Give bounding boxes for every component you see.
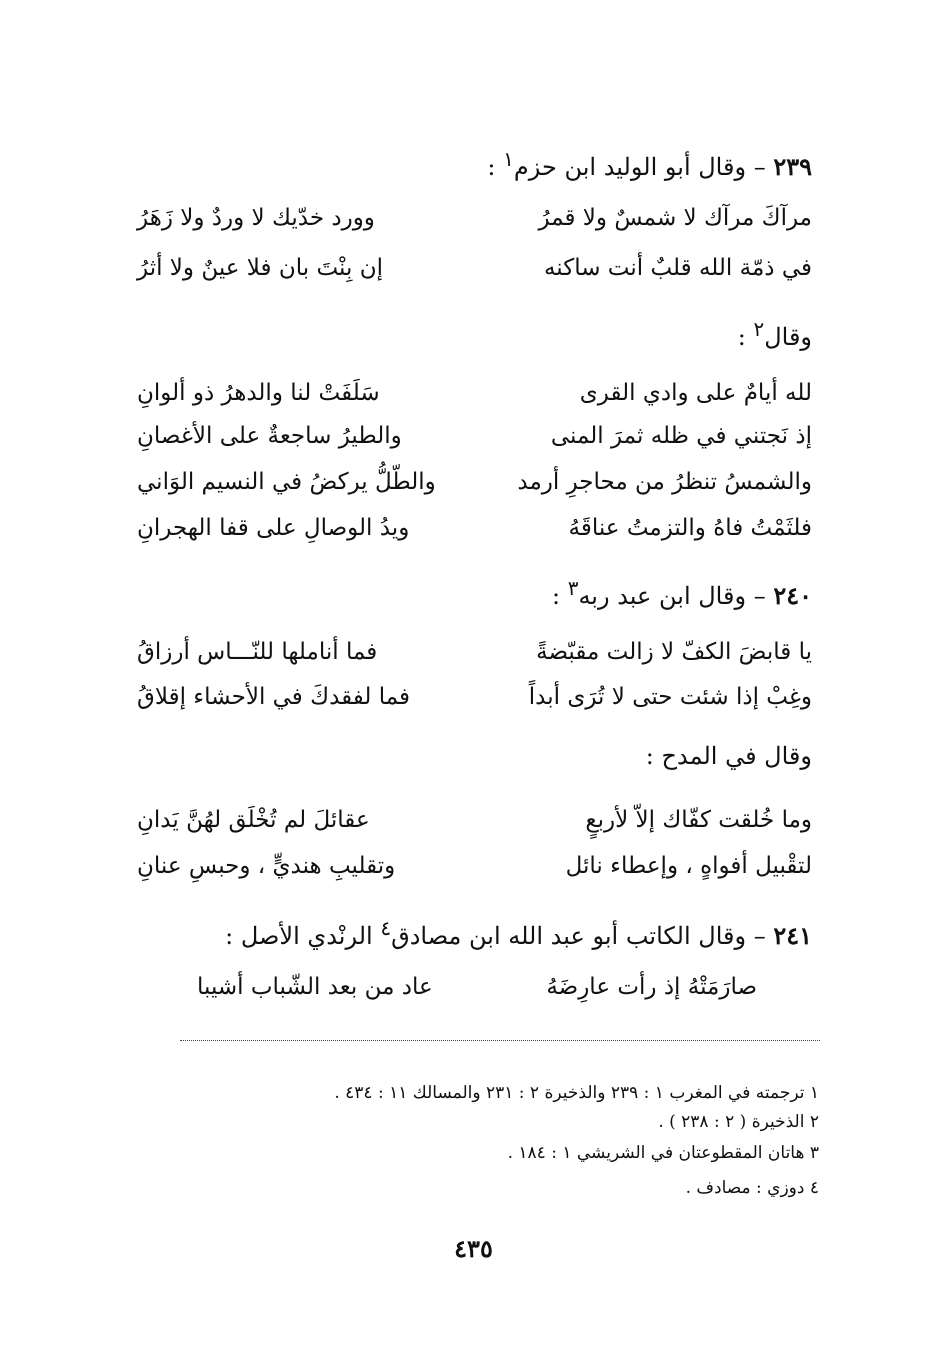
footnote: ١ ترجمته في المغرب ١ : ٢٣٩ والذخيرة ٢ : ٢٣١ والمسالك ١١ : ٤٣٤ . bbox=[334, 1083, 819, 1103]
verse-first-hemistich: فلثَمْتُ فاهُ والتزمتُ عناقَهُ bbox=[568, 515, 812, 541]
subheading bbox=[120, 740, 812, 772]
footnote-ref: ٢ bbox=[753, 317, 765, 341]
verse-line bbox=[137, 508, 812, 548]
verse-line bbox=[137, 677, 812, 717]
verse-line bbox=[197, 967, 757, 1007]
verse-second-hemistich: والطّلُّ يركضُ في النسيم الوَاني bbox=[137, 469, 436, 495]
verse-second-hemistich: سَلَفَتْ لنا والدهرُ ذو ألوانِ bbox=[137, 380, 380, 406]
footnote-separator bbox=[180, 1040, 820, 1041]
verse-first-hemistich: يا قابضَ الكفّ لا زالت مقبّضةً bbox=[536, 639, 812, 665]
verse-second-hemistich: وتقليبِ هنديٍّ ، وحبسِ عنانِ bbox=[137, 853, 396, 879]
verse-line bbox=[137, 800, 812, 840]
verse-first-hemistich: مرآكَ مرآك لا شمسٌ ولا قمرُ bbox=[538, 205, 812, 231]
verse-second-hemistich: فما لفقدكَ في الأحشاء إقلاقُ bbox=[137, 684, 411, 710]
entry-colon: : bbox=[551, 582, 568, 610]
verse-line bbox=[137, 198, 812, 238]
entry-number: ٢٤١ bbox=[773, 921, 812, 950]
entry-240-heading bbox=[120, 572, 812, 612]
verse-second-hemistich: عقائلَ لم تُخْلَق لهُنَّ يَدانِ bbox=[137, 807, 370, 833]
verse-first-hemistich: إذ نَجتني في ظله ثمرَ المنى bbox=[550, 423, 812, 449]
entry-colon: : bbox=[225, 922, 241, 950]
footnote-ref: ١ bbox=[503, 147, 514, 171]
verse-second-hemistich: عاد من بعد الشّباب أشيبا bbox=[197, 974, 433, 1000]
verse-line bbox=[137, 416, 812, 456]
entry-dash: – bbox=[746, 153, 774, 181]
subheading-text: وقال bbox=[764, 323, 812, 351]
verse-first-hemistich: صارَمَتْهُ إذ رأت عارِضَهُ bbox=[546, 974, 757, 1000]
verse-first-hemistich: لله أيامٌ على وادي القرى bbox=[579, 380, 812, 406]
entry-colon: : bbox=[487, 153, 504, 181]
verse-line bbox=[137, 846, 812, 886]
verse-first-hemistich: وغِبْ إذا شئت حتى لا تُرَى أبداً bbox=[528, 684, 812, 710]
subheading-text: وقال في المدح : bbox=[645, 742, 812, 770]
verse-first-hemistich: وما خُلقت كفّاك إلاّ لأربعٍ bbox=[585, 807, 812, 833]
verse-line bbox=[137, 248, 812, 288]
footnote: ٢ الذخيرة ( ٢ : ٢٣٨ ) . bbox=[658, 1112, 819, 1132]
footnote-ref: ٤ bbox=[380, 916, 392, 940]
entry-241-heading bbox=[120, 912, 812, 952]
entry-239-heading bbox=[120, 143, 812, 183]
entry-number: ٢٣٩ bbox=[773, 152, 812, 181]
verse-first-hemistich: لتقْبيل أفواهٍ ، وإعطاء نائل bbox=[565, 853, 812, 879]
verse-second-hemistich: إن بِنْتَ بان فلا عينٌ ولا أثرُ bbox=[137, 255, 383, 281]
footnote: ٣ هاتان المقطوعتان في الشريشي ١ : ١٨٤ . bbox=[507, 1143, 819, 1163]
entry-number: ٢٤٠ bbox=[773, 581, 812, 610]
entry-intro: وقال الكاتب أبو عبد الله ابن مصادق bbox=[391, 922, 747, 950]
subheading bbox=[120, 313, 812, 353]
verse-line bbox=[137, 632, 812, 672]
entry-dash: – bbox=[746, 922, 774, 950]
entry-intro: وقال ابن عبد ربه bbox=[578, 582, 747, 610]
verse-line bbox=[137, 462, 812, 502]
entry-intro-rest: الرنْدي الأصل bbox=[240, 922, 381, 950]
verse-second-hemistich: فما أناملها للنّـــاس أرزاقُ bbox=[137, 639, 378, 665]
entry-dash: – bbox=[746, 582, 774, 610]
verse-first-hemistich: في ذمّة الله قلبٌ أنت ساكنه bbox=[543, 255, 812, 281]
verse-second-hemistich: والطيرُ ساجعةٌ على الأغصانِ bbox=[137, 423, 402, 449]
subheading-colon: : bbox=[737, 323, 754, 351]
footnote: ٤ دوزي : مصادف . bbox=[685, 1178, 819, 1198]
verse-line bbox=[137, 373, 812, 413]
verse-first-hemistich: والشمسُ تنظرُ من محاجرِ أرمد bbox=[517, 469, 812, 495]
verse-second-hemistich: وورد خدّيك لا وردٌ ولا زَهَرُ bbox=[137, 205, 375, 231]
entry-intro: وقال أبو الوليد ابن حزم bbox=[513, 153, 747, 181]
page-number: ٤٣٥ bbox=[454, 1234, 493, 1263]
verse-second-hemistich: ويدُ الوصالِ على قفا الهجرانِ bbox=[137, 515, 410, 541]
footnote-ref: ٣ bbox=[567, 576, 579, 600]
